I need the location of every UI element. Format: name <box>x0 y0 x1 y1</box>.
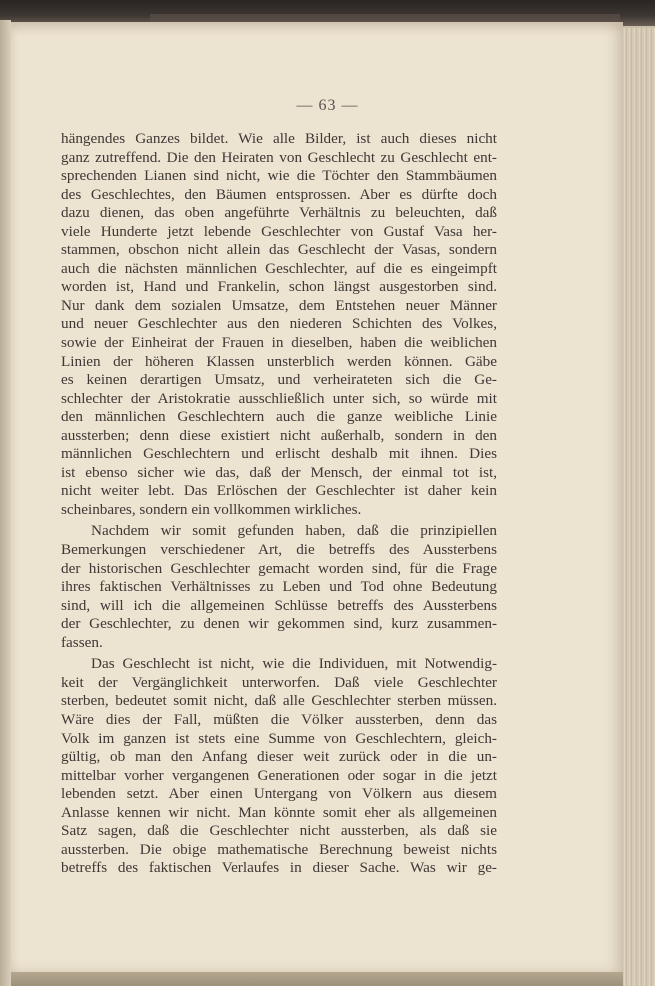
text-line: aussterben. Die obige mathematische Berechnung beweist nichts <box>61 840 497 858</box>
text-line: auch die nächsten männlichen Geschlechter, auf die es eingeimpft <box>61 259 497 277</box>
text-line: mittelbar vorher vergangenen Generationen oder sogar in die jetzt <box>61 766 497 784</box>
text-line: dazu dienen, das oben angeführte Verhältnis zu beleuchten, daß <box>61 204 497 222</box>
text-line: nicht weiter lebt. Das Erlöschen der Geschlechter ist daher kein <box>61 482 497 500</box>
text-line: ist ebenso sicher wie das, daß der Mensch, der einmal tot ist, <box>61 463 497 481</box>
text-line: Nachdem wir somit gefunden haben, daß die prinzipiellen <box>91 522 497 540</box>
text-line: schlechter der Aristokratie ausschließlich unter sich, so würde mit <box>61 389 497 407</box>
body-text <box>61 130 497 878</box>
text-line: worden ist, Hand und Frankelin, schon längst ausgestorben sind. <box>61 278 497 296</box>
text-line: fassen. <box>61 633 103 651</box>
text-line: viele Hunderte jetzt lebende Geschlechter von Gustaf Vasa her- <box>61 222 497 240</box>
page-number: — 63 — <box>296 97 359 114</box>
text-line: Wäre dies der Fall, müßten die Völker aussterben, denn das <box>61 710 497 728</box>
text-line: sprechenden Lianen sind nicht, wie die Töchter den Stammbäumen <box>61 167 497 185</box>
text-line: Bemerkungen verschiedener Art, die betreffs des Aussterbens <box>61 541 497 559</box>
text-line: Das Geschlecht ist nicht, wie die Individuen, mit Notwendig- <box>91 655 497 673</box>
text-line: sterben, bedeutet somit nicht, daß alle Geschlechter sterben müssen. <box>61 692 497 710</box>
page-stack-edge <box>623 28 655 986</box>
text-line: betreffs des faktischen Verlaufes in dieser Sache. Was wir ge- <box>61 859 497 877</box>
text-line: aussterben; denn diese existiert nicht außerhalb, sondern in den <box>61 426 497 444</box>
text-line: gültig, ob man den Anfang dieser weit zurück oder in die un- <box>61 748 497 766</box>
text-line: scheinbares, sondern ein vollkommen wirkliches. <box>61 500 362 518</box>
scan-left-border <box>0 20 11 986</box>
text-line: Anlasse kennen wir nicht. Man könnte somit eher als allgemeinen <box>61 803 497 821</box>
text-line: hängendes Ganzes bildet. Wie alle Bilder, ist auch dieses nicht <box>61 130 497 147</box>
text-line: Nur dank dem sozialen Umsatze, dem Entstehen neuer Männer <box>61 296 497 314</box>
text-line: ganz zutreffend. Die den Heiraten von Geschlecht zu Geschlecht ent- <box>61 148 497 166</box>
text-line: und neuer Geschlechter aus den niederen Schichten des Volkes, <box>61 315 497 333</box>
text-line: sind, will ich die allgemeinen Schlüsse betreffs des Aussterbens <box>61 596 497 614</box>
scan-bottom-border <box>11 972 623 986</box>
text-line: der Geschlechter, zu denen wir gekommen sind, kurz zusammen- <box>61 615 497 633</box>
text-line: keit der Vergänglichkeit unterworfen. Daß viele Geschlechter <box>61 673 497 691</box>
text-line: Linien der höheren Klassen unsterblich werden können. Gäbe <box>61 352 497 370</box>
text-line: männlichen Geschlechtern und erlischt deshalb mit ihnen. Dies <box>61 445 497 463</box>
text-line: stammen, obschon nicht allein das Geschlecht der Vasas, sondern <box>61 241 497 259</box>
text-line: Volk im ganzen ist stets eine Summe von Geschlechtern, gleich- <box>61 729 497 747</box>
text-line: lebenden setzt. Aber einen Untergang von Völkern aus diesem <box>61 785 497 803</box>
text-line: des Geschlechtes, den Bäumen entsprossen. Aber es dürfte doch <box>61 185 497 203</box>
text-line: der historischen Geschlechter gemacht worden sind, für die Frage <box>61 559 497 577</box>
text-line: Satz sagen, daß die Geschlechter nicht aussterben, als daß sie <box>61 822 497 840</box>
text-line: sowie der Einheirat der Frauen in dieselben, haben die weiblichen <box>61 334 497 352</box>
text-line: es keinen derartigen Umsatz, und verheirateten sich die Ge- <box>61 371 497 389</box>
text-line: ihres faktischen Verhältnisses zu Leben und Tod ohne Bedeutung <box>61 578 497 596</box>
text-line: den männlichen Geschlechtern auch die ganze weibliche Linie <box>61 408 497 426</box>
